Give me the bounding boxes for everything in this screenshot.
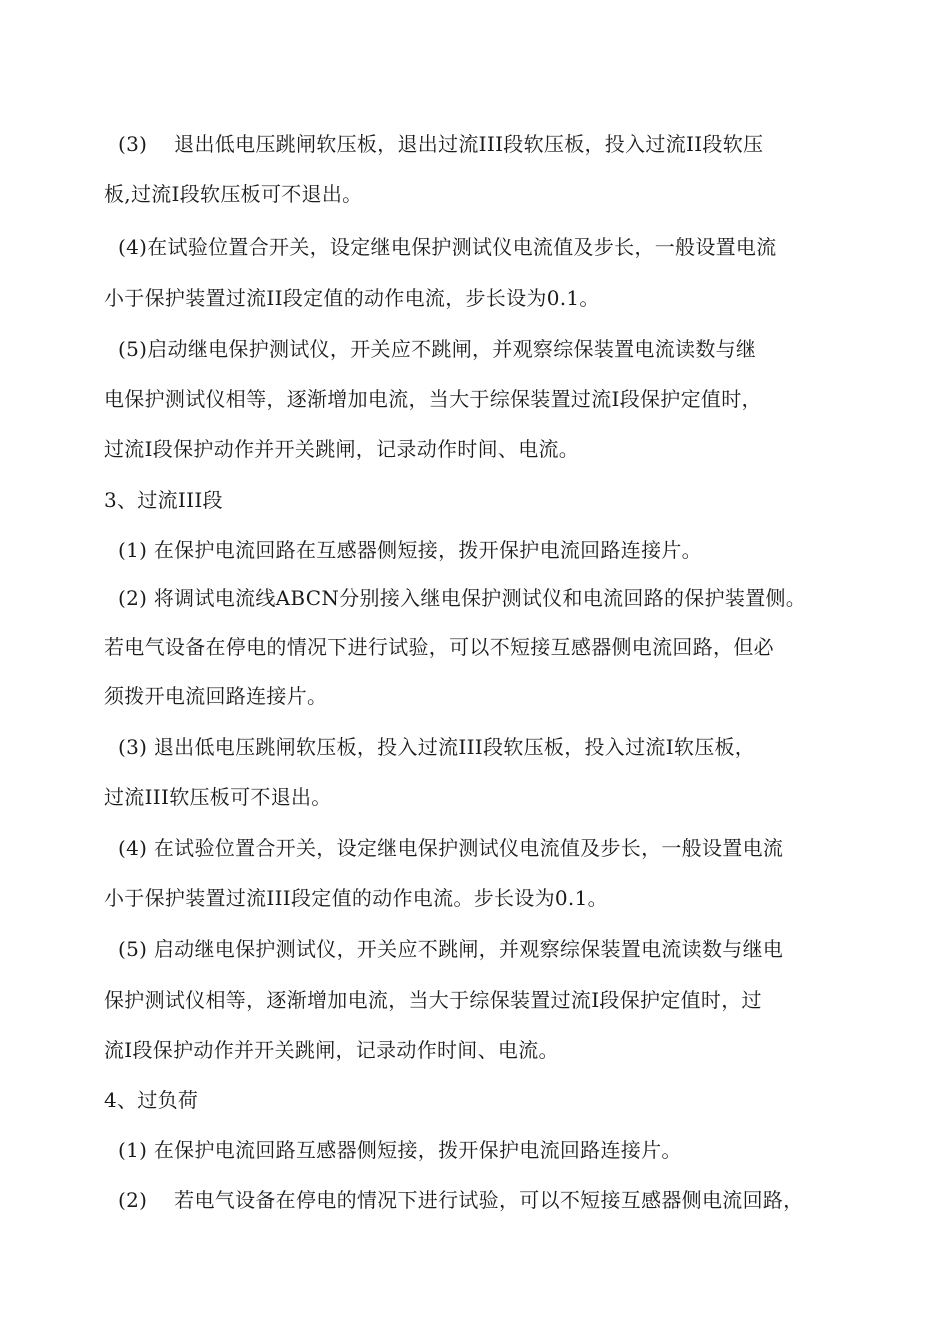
paragraph-line: (2) 若电气设备在停电的情况下进行试验，可以不短接互感器侧电流回路， — [118, 1188, 804, 1212]
paragraph-line: (1) 在保护电流回路互感器侧短接，拨开保护电流回路连接片。 — [118, 1138, 682, 1162]
paragraph-line: (2) 将调试电流线ABCN分别接入继电保护测试仪和电流回路的保护装置侧。 — [118, 586, 807, 610]
paragraph-line: 保护测试仪相等，逐渐增加电流，当大于综保装置过流I段保护定值时，过 — [104, 988, 762, 1012]
paragraph-line: 过流I段保护动作并开关跳闸，记录动作时间、电流。 — [104, 437, 580, 461]
paragraph-line: (3) 退出低电压跳闸软压板，退出过流III段软压板，投入过流II段软压 — [118, 132, 764, 156]
section-heading: 4、过负荷 — [104, 1088, 199, 1112]
paragraph-line: 若电气设备在停电的情况下进行试验，可以不短接互感器侧电流回路，但必 — [104, 635, 774, 659]
paragraph-line: 小于保护装置过流III段定值的动作电流。步长设为0.1。 — [104, 886, 608, 910]
paragraph-line: (4) 在试验位置合开关，设定继电保护测试仪电流值及步长，一般设置电流 — [118, 836, 784, 860]
paragraph-line: 小于保护装置过流II段定值的动作电流，步长设为0.1。 — [104, 286, 600, 310]
paragraph-line: 须拨开电流回路连接片。 — [104, 684, 328, 708]
paragraph-line: 过流III软压板可不退出。 — [104, 785, 332, 809]
paragraph-line: (5) 启动继电保护测试仪，开关应不跳闸，并观察综保装置电流读数与继电 — [118, 937, 784, 961]
paragraph-line: (5)启动继电保护测试仪，开关应不跳闸，并观察综保装置电流读数与继 — [118, 337, 757, 361]
section-heading: 3、过流III段 — [104, 488, 223, 512]
paragraph-line: 流I段保护动作并开关跳闸，记录动作时间、电流。 — [104, 1038, 559, 1062]
paragraph-line: 电保护测试仪相等，逐渐增加电流，当大于综保装置过流I段保护定值时， — [104, 387, 762, 411]
paragraph-line: (4)在试验位置合开关，设定继电保护测试仪电流值及步长，一般设置电流 — [118, 235, 777, 259]
paragraph-line: 板,过流I段软压板可不退出。 — [104, 182, 363, 206]
paragraph-line: (1) 在保护电流回路在互感器侧短接，拨开保护电流回路连接片。 — [118, 538, 702, 562]
paragraph-line: (3) 退出低电压跳闸软压板，投入过流III段软压板，投入过流I软压板， — [118, 735, 756, 759]
